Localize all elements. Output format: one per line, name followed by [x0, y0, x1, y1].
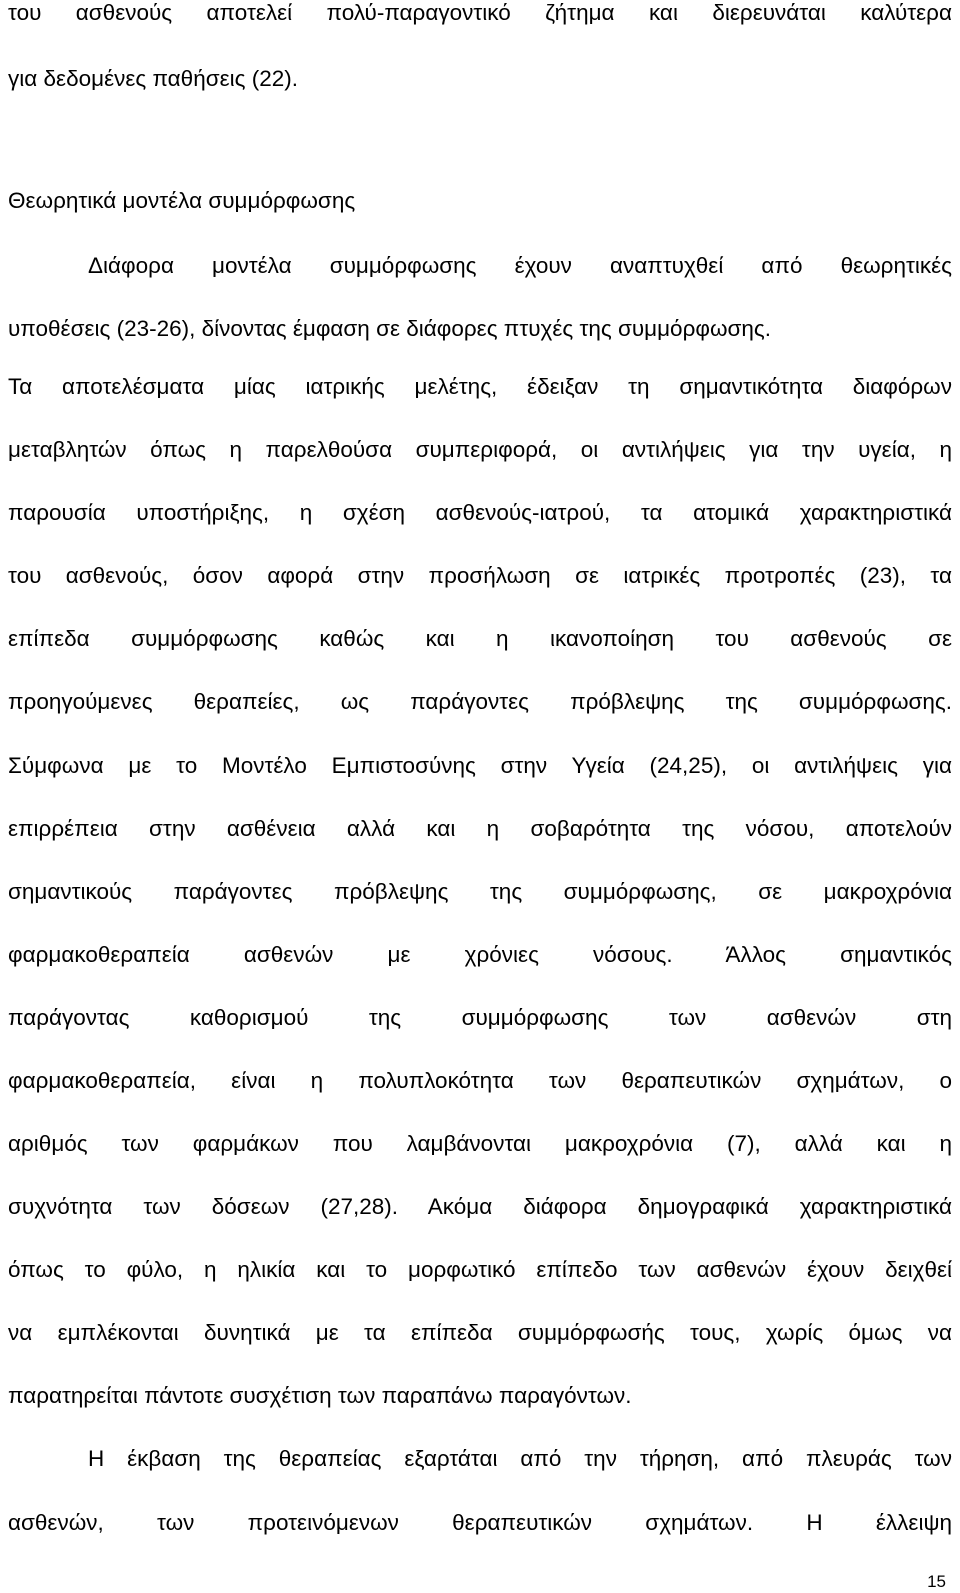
text-line: ασθενών, των προτεινόμενων θεραπευτικών σχημάτων. Η έλλειψη — [8, 1510, 952, 1535]
text-line: του ασθενούς, όσον αφορά στην προσήλωση σε ιατρικές προτροπές (23), τα — [8, 563, 952, 588]
text-line: Η έκβαση της θεραπείας εξαρτάται από την τήρηση, από πλευράς των — [88, 1446, 952, 1471]
text-line: παράγοντας καθορισμού της συμμόρφωσης των ασθενών στη — [8, 1005, 952, 1030]
text-line: του ασθενούς αποτελεί πολύ-παραγοντικό ζήτημα και διερευνάται καλύτερα — [8, 0, 952, 25]
text-line: όπως το φύλο, η ηλικία και το μορφωτικό επίπεδο των ασθενών έχουν δειχθεί — [8, 1257, 952, 1282]
text-line: προηγούμενες θεραπείες, ως παράγοντες πρόβλεψης της συμμόρφωσης. — [8, 689, 952, 714]
text-line: συχνότητα των δόσεων (27,28). Ακόμα διάφορα δημογραφικά χαρακτηριστικά — [8, 1194, 952, 1219]
text-line: παρουσία υποστήριξης, η σχέση ασθενούς-ιατρού, τα ατομικά χαρακτηριστικά — [8, 500, 952, 525]
text-line: επιρρέπεια στην ασθένεια αλλά και η σοβαρότητα της νόσου, αποτελούν — [8, 816, 952, 841]
section-heading: Θεωρητικά μοντέλα συμμόρφωσης — [8, 188, 356, 213]
text-line: παρατηρείται πάντοτε συσχέτιση των παραπάνω παραγόντων. — [8, 1383, 632, 1408]
text-line: επίπεδα συμμόρφωσης καθώς και η ικανοποίηση του ασθενούς σε — [8, 626, 952, 651]
text-line: για δεδομένες παθήσεις (22). — [8, 66, 298, 91]
text-line: σημαντικούς παράγοντες πρόβλεψης της συμμόρφωσης, σε μακροχρόνια — [8, 879, 952, 904]
text-line: Σύμφωνα με το Μοντέλο Εμπιστοσύνης στην Υγεία (24,25), οι αντιλήψεις για — [8, 753, 952, 778]
page-number: 15 — [927, 1572, 946, 1591]
text-line: Διάφορα μοντέλα συμμόρφωσης έχουν αναπτυχθεί από θεωρητικές — [88, 253, 952, 278]
text-line: να εμπλέκονται δυνητικά με τα επίπεδα συμμόρφωσής τους, χωρίς όμως να — [8, 1320, 952, 1345]
text-line: υποθέσεις (23-26), δίνοντας έμφαση σε διάφορες πτυχές της συμμόρφωσης. — [8, 316, 772, 341]
text-line: μεταβλητών όπως η παρελθούσα συμπεριφορά, οι αντιλήψεις για την υγεία, η — [8, 437, 952, 462]
text-line: φαρμακοθεραπεία, είναι η πολυπλοκότητα των θεραπευτικών σχημάτων, ο — [8, 1068, 952, 1093]
text-line: φαρμακοθεραπεία ασθενών με χρόνιες νόσους. Άλλος σημαντικός — [8, 942, 952, 967]
text-line: Τα αποτελέσματα μίας ιατρικής μελέτης, έδειξαν τη σημαντικότητα διαφόρων — [8, 374, 952, 399]
text-line: αριθμός των φαρμάκων που λαμβάνονται μακροχρόνια (7), αλλά και η — [8, 1131, 952, 1156]
